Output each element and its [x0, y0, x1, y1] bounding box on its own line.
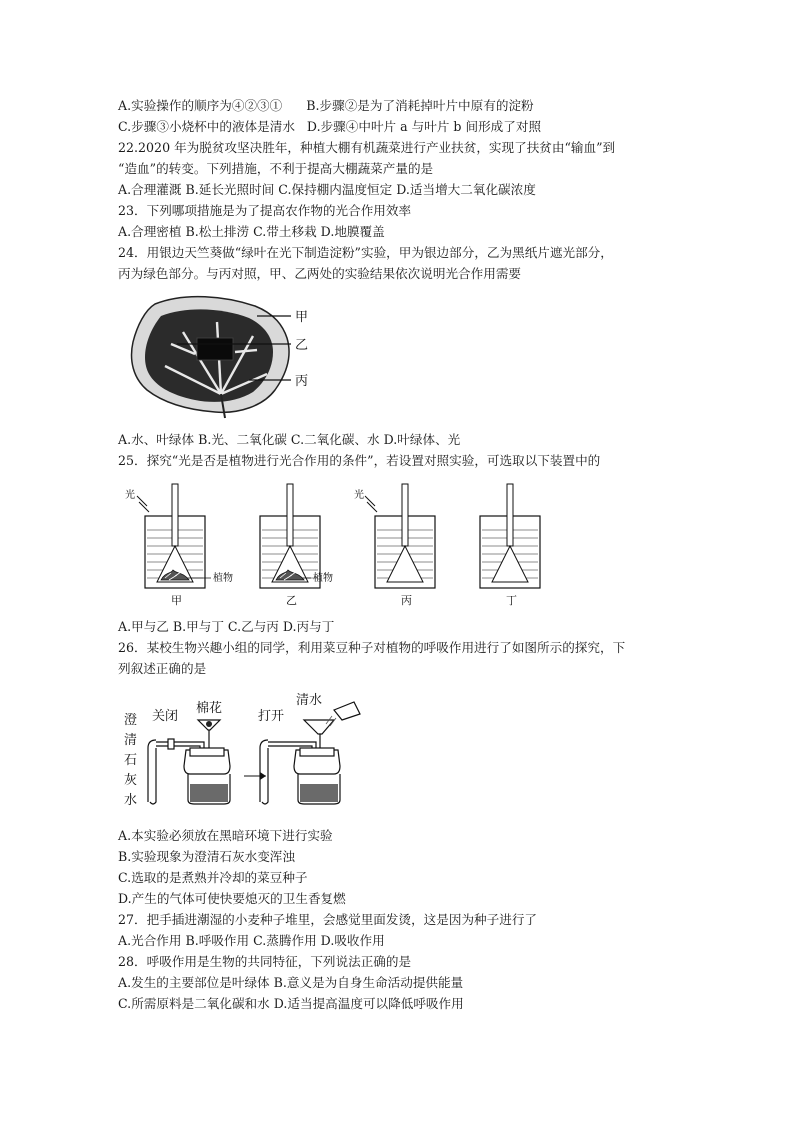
q26-stem-line2: 列叙述正确的是	[118, 661, 207, 676]
light-label-bing: 光	[354, 490, 364, 501]
q22-options: A.合理灌溉 B.延长光照时间 C.保持棚内温度恒定 D.适当增大二氧化碳浓度	[118, 182, 536, 197]
seeds-left	[190, 784, 228, 802]
light-label-jia: 光	[125, 490, 135, 501]
seeds-right	[300, 784, 338, 802]
q28-options-ab: A.发生的主要部位是叶绿体 B.意义是为自身生命活动提供能量	[118, 975, 464, 990]
light-arrow-bing	[365, 496, 377, 512]
beaker-figure	[125, 480, 545, 610]
seed-respiration-figure	[120, 690, 370, 810]
beaker-ding	[480, 484, 540, 588]
q24-stem-line1: 24．用银边天竺葵做“绿叶在光下制造淀粉”实验，甲为银边部分，乙为黑纸片遮光部分，	[118, 245, 613, 260]
water-label: 清水	[296, 693, 323, 708]
svg-text:澄: 澄	[124, 713, 138, 728]
cotton-label: 棉花	[196, 701, 223, 716]
q23-stem: 23．下列哪项措施是为了提高农作物的光合作用效率	[118, 203, 412, 218]
q26-option-a: A.本实验必须放在黑暗环境下进行实验	[118, 828, 333, 843]
q27-options: A.光合作用 B.呼吸作用 C.蒸腾作用 D.吸收作用	[118, 933, 385, 948]
q21-options-cd: C.步骤③小烧杯中的液体是清水 D.步骤④中叶片 a 与叶片 b 间形成了对照	[118, 119, 542, 134]
q25-options: A.甲与乙 B.甲与丁 C.乙与丙 D.丙与丁	[118, 619, 335, 634]
q22-stem-line1: 22.2020 年为脱贫攻坚决胜年，种植大棚有机蔬菜进行产业扶贫，实现了扶贫由“输血”到	[118, 140, 616, 155]
q26-option-c: C.选取的是煮熟并冷却的菜豆种子	[118, 870, 308, 885]
black-paper-patch	[197, 338, 233, 360]
q26-stem-line1: 26．某校生物兴趣小组的同学，利用菜豆种子对植物的呼吸作用进行了如图所示的探究，下	[118, 640, 626, 655]
q25-stem: 25．探究“光是否是植物进行光合作用的条件”，若设置对照实验，可选取以下装置中的	[118, 453, 601, 468]
svg-text:灰: 灰	[124, 773, 138, 788]
q26-option-b: B.实验现象为澄清石灰水变浑浊	[118, 849, 295, 864]
pouring-water	[326, 716, 336, 726]
svg-text:石: 石	[124, 753, 138, 768]
plant-label-jia: 植物	[213, 573, 233, 584]
beaker-caption-yi: 乙	[286, 594, 297, 607]
leaf-label-bing: 丙	[295, 374, 309, 389]
q26-option-d: D.产生的气体可使快要熄灭的卫生香复燃	[118, 891, 346, 906]
svg-text:水: 水	[124, 793, 138, 808]
q24-stem-line2: 丙为绿色部分。与丙对照，甲、乙两处的实验结果依次说明光合作用需要	[118, 266, 521, 281]
closed-label: 关闭	[152, 709, 179, 724]
leaf-label-jia: 甲	[295, 310, 309, 325]
svg-text:清: 清	[124, 733, 138, 748]
beaker-caption-ding: 丁	[506, 594, 517, 607]
beaker-yi	[260, 484, 320, 588]
cotton-plug	[206, 721, 212, 727]
plant-label-yi: 植物	[313, 573, 333, 584]
beaker-caption-bing: 丙	[401, 594, 412, 607]
light-arrow-jia	[137, 496, 149, 512]
open-label: 打开	[258, 709, 285, 724]
q27-stem: 27．把手插进潮湿的小麦种子堆里，会感觉里面发烫，这是因为种子进行了	[118, 912, 538, 927]
q22-stem-line2: “造血”的转变。下列措施，不利于提高大棚蔬菜产量的是	[118, 161, 434, 176]
beaker-jia	[145, 484, 205, 588]
q21-options-ab: A.实验操作的顺序为④②③① B.步骤②是为了消耗掉叶片中原有的淀粉	[118, 98, 534, 113]
q23-options: A.合理密植 B.松土排涝 C.带土移栽 D.地膜覆盖	[118, 224, 385, 239]
q28-options-cd: C.所需原料是二氧化碳和水 D.适当提高温度可以降低呼吸作用	[118, 996, 464, 1011]
leaf-figure	[125, 292, 325, 422]
q28-stem: 28．呼吸作用是生物的共同特征，下列说法正确的是	[118, 954, 412, 969]
leaf-label-yi: 乙	[295, 338, 309, 353]
q24-options: A.水、叶绿体 B.光、二氧化碳 C.二氧化碳、水 D.叶绿体、光	[118, 432, 461, 447]
beaker-caption-jia: 甲	[171, 594, 182, 607]
beaker-bing	[375, 484, 435, 588]
limewater-label	[124, 713, 137, 808]
